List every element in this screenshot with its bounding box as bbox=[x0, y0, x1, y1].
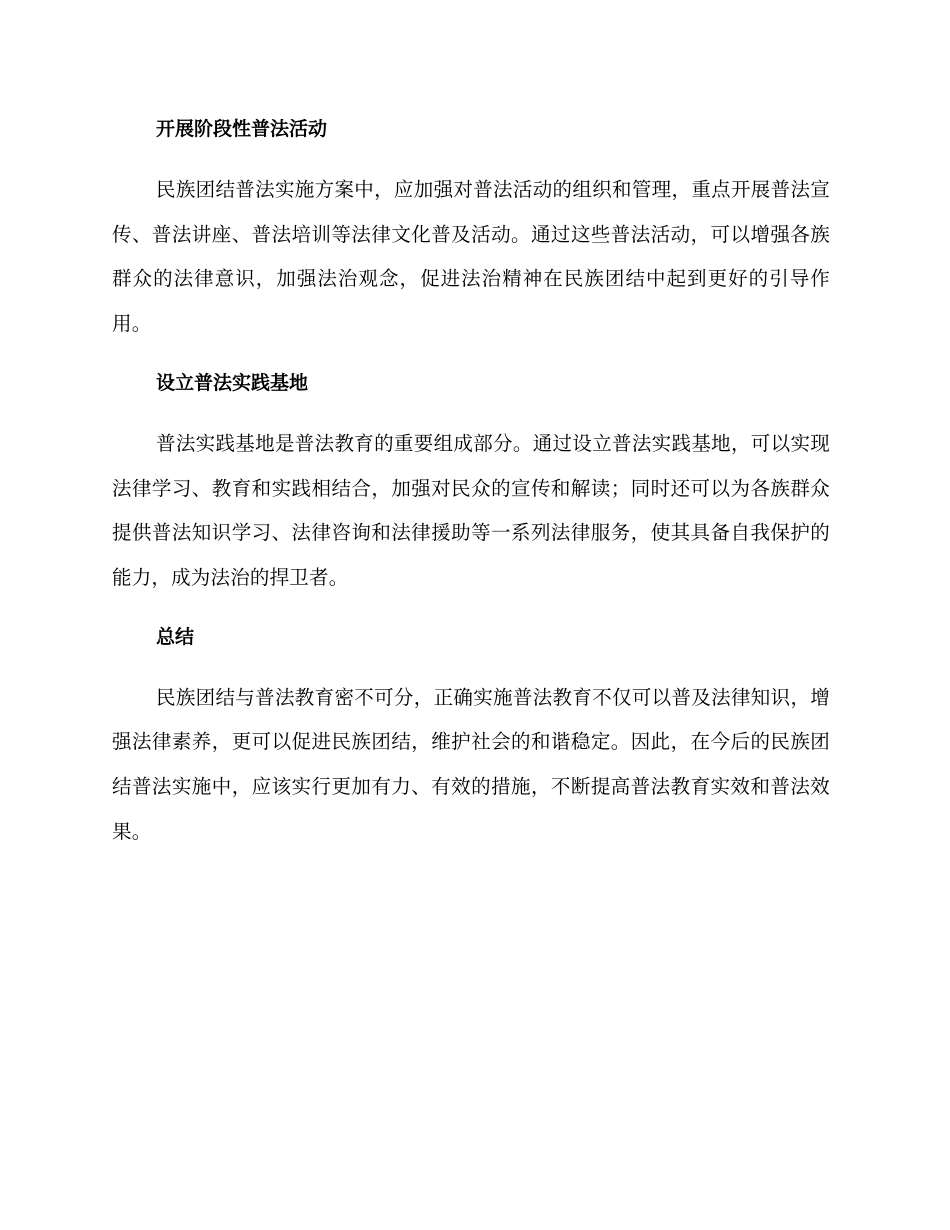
section-paragraph-practice-base: 普法实践基地是普法教育的重要组成部分。通过设立普法实践基地，可以实现法律学习、教育和实践相结合，加强对民众的宣传和解读；同时还可以为各族群众提供普法知识学习、法律咨询和法律援助等一系列法律服务，使其具备自我保护的能力，成为法治的捍卫者。 bbox=[112, 431, 830, 589]
section-heading-practice-base: 设立普法实践基地 bbox=[156, 371, 309, 394]
section-heading-summary: 总结 bbox=[156, 625, 195, 648]
section-paragraph-summary: 民族团结与普法教育密不可分，正确实施普法教育不仅可以普及法律知识，增强法律素养，更可以促进民族团结，维护社会的和谐稳定。因此，在今后的民族团结普法实施中，应该实行更加有力、有效的措施，不断提高普法教育实效和普法效果。 bbox=[112, 685, 830, 843]
section-heading-activities: 开展阶段性普法活动 bbox=[156, 118, 328, 140]
document-body bbox=[112, 112, 830, 854]
section-paragraph-activities: 民族团结普法实施方案中，应加强对普法活动的组织和管理，重点开展普法宣传、普法讲座、普法培训等法律文化普及活动。通过这些普法活动，可以增强各族群众的法律意识，加强法治观念，促进法治精神在民族团结中起到更好的引导作用。 bbox=[112, 178, 830, 336]
